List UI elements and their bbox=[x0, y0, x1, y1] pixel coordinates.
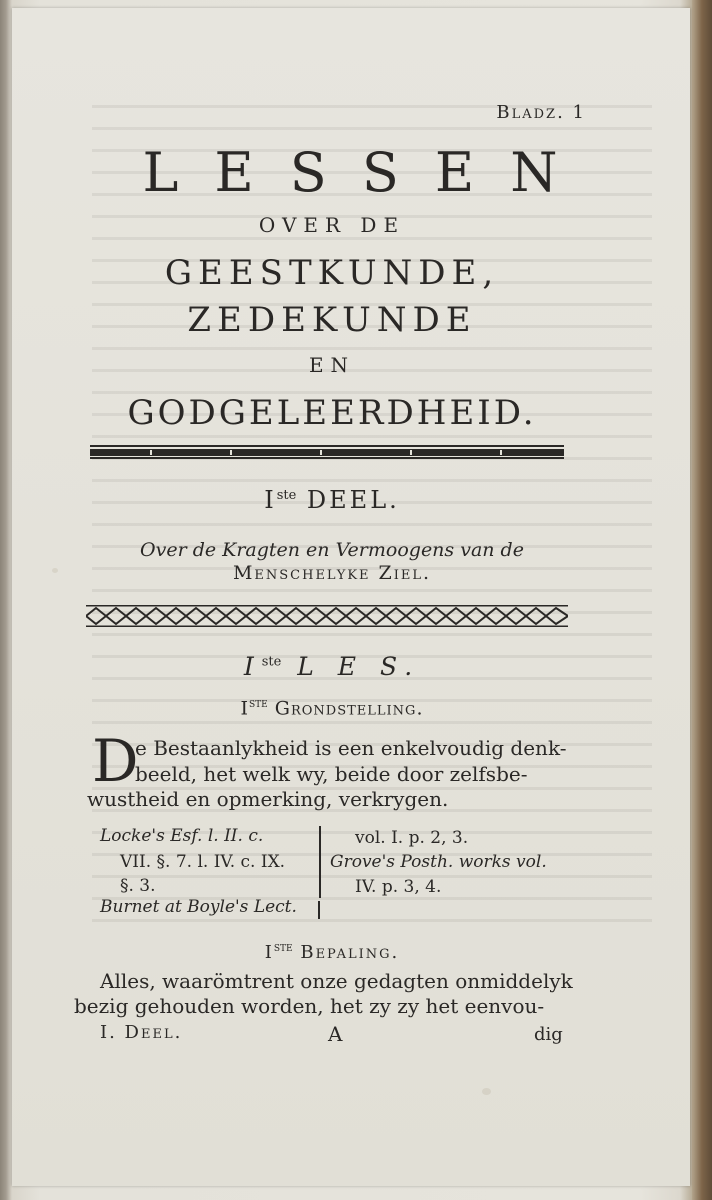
title-godgeleerdheid: GODGELEERDHEID. bbox=[127, 393, 537, 433]
paper-foxing-spot bbox=[52, 568, 58, 573]
title-en: EN bbox=[308, 353, 356, 377]
double-rule-divider bbox=[90, 445, 564, 459]
part-heading bbox=[72, 486, 592, 514]
part-subject-line-1: Over de Kragten en Vermoogens van de bbox=[140, 539, 524, 561]
ornamental-border bbox=[86, 605, 568, 627]
paper-foxing-spot bbox=[482, 1088, 491, 1095]
lesson-label: L E S. bbox=[297, 652, 421, 681]
definition-numeral-suffix: ste bbox=[273, 940, 293, 955]
page-number-label: Bladz. 1 bbox=[496, 102, 586, 123]
lesson-heading bbox=[72, 652, 592, 681]
lesson-numeral: I bbox=[243, 652, 262, 681]
part-label: DEEL. bbox=[306, 486, 400, 514]
title-lessen: LESSEN bbox=[142, 141, 594, 204]
title-zedekunde: ZEDEKUNDE bbox=[187, 300, 477, 340]
body-line: bezig gehouden worden, het zy zy het eenvou- bbox=[74, 994, 545, 1018]
body-line: wustheid en opmerking, verkrygen. bbox=[87, 787, 449, 811]
reference-right-line: IV. p. 3, 4. bbox=[355, 877, 442, 897]
title-over-de: OVER DE bbox=[258, 213, 406, 237]
reference-left-line: §. 3. bbox=[120, 876, 156, 896]
signature-line: I. Deel. bbox=[100, 1022, 183, 1043]
principle-heading bbox=[72, 696, 592, 719]
part-numeral-suffix: ste bbox=[276, 488, 297, 503]
book-fore-edge bbox=[692, 0, 712, 1200]
reference-right-line: vol. I. p. 2, 3. bbox=[355, 828, 469, 848]
reference-left-line: Locke's Esf. l. II. c. bbox=[100, 826, 264, 846]
definition-heading bbox=[72, 940, 592, 963]
reference-column-divider bbox=[318, 901, 320, 919]
definition-label: Bepaling. bbox=[300, 942, 400, 963]
part-numeral: I bbox=[264, 486, 277, 514]
book-page bbox=[12, 8, 690, 1186]
signature-mark: A bbox=[328, 1022, 343, 1046]
principle-numeral: I bbox=[240, 697, 249, 720]
principle-numeral-suffix: ste bbox=[249, 696, 268, 711]
drop-cap: D bbox=[92, 727, 139, 795]
body-line: Alles, waarömtrent onze gedagten onmiddelyk bbox=[100, 969, 573, 993]
definition-numeral: I bbox=[264, 942, 274, 963]
reference-column-divider bbox=[319, 826, 321, 898]
title-geestkunde: GEESTKUNDE, bbox=[164, 253, 500, 293]
lesson-numeral-suffix: ste bbox=[261, 654, 282, 670]
reference-right-line: Grove's Posth. works vol. bbox=[330, 852, 547, 872]
catchword: dig bbox=[534, 1024, 563, 1045]
reference-left-line: VII. §. 7. l. IV. c. IX. bbox=[120, 852, 286, 872]
principle-label: Grondstelling. bbox=[274, 697, 424, 720]
body-line: e Bestaanlykheid is een enkelvoudig denk- bbox=[135, 736, 567, 760]
part-subject-line-2: Menschelyke Ziel. bbox=[232, 562, 432, 584]
body-line: beeld, het welk wy, beide door zelfsbe- bbox=[135, 762, 528, 786]
reference-left-line: Burnet at Boyle's Lect. bbox=[100, 897, 297, 917]
